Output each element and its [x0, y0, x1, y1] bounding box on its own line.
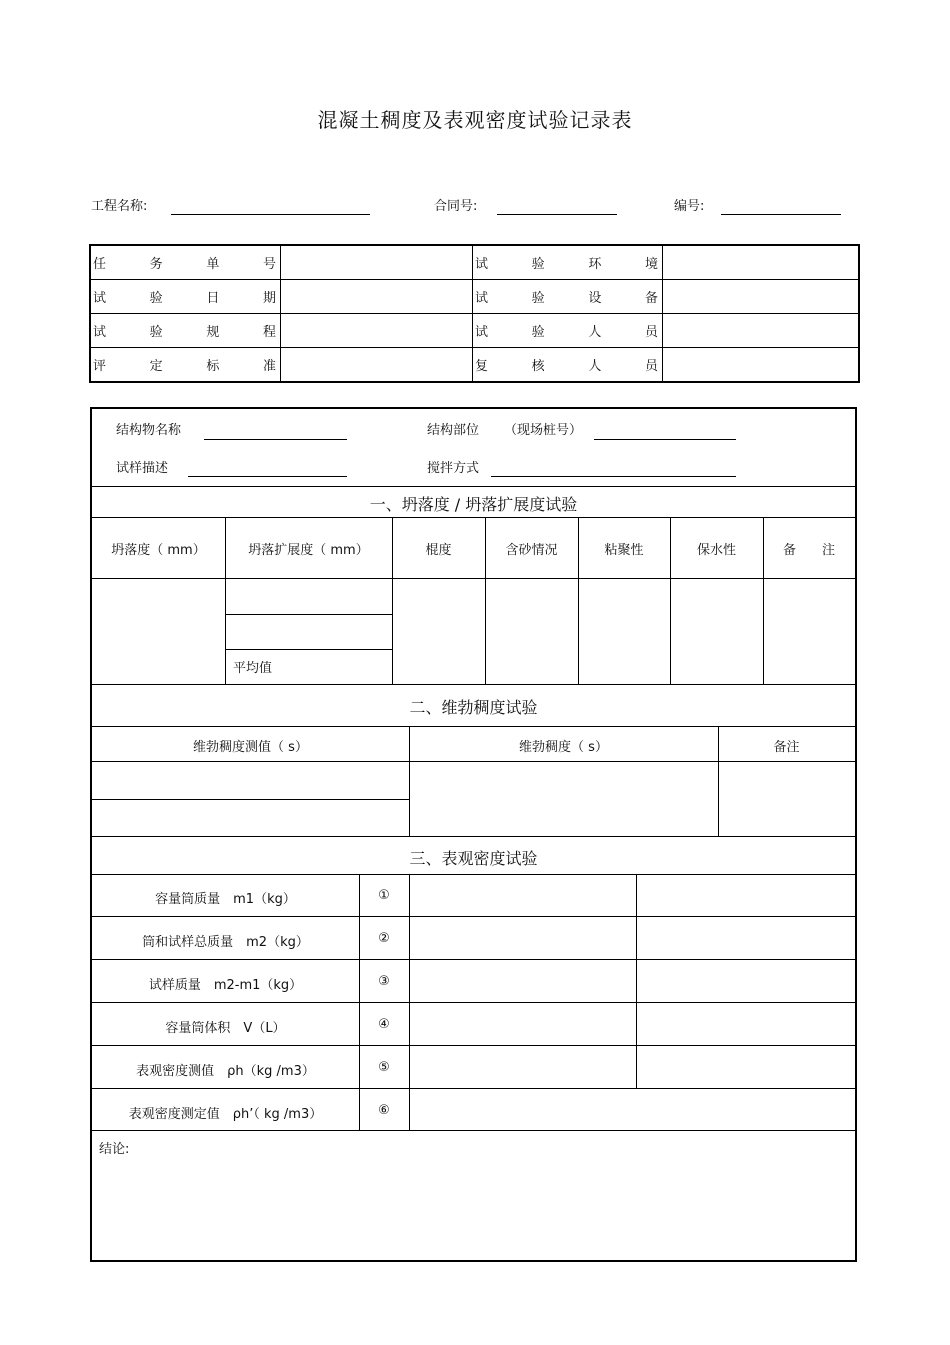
project-name-field[interactable] — [171, 196, 370, 215]
label-char: 单 — [206, 257, 220, 272]
label-char: 日 — [206, 291, 220, 306]
info-value-cell[interactable] — [663, 314, 860, 348]
col-vebe-measured: 维勃稠度测值（ s） — [193, 740, 308, 755]
divider — [225, 649, 392, 650]
label-char: 验 — [531, 291, 545, 306]
right-label-cell — [473, 314, 663, 348]
divider — [92, 1130, 855, 1131]
average-label: 平均值 — [233, 661, 273, 676]
contract-no-label: 合同号: — [434, 199, 478, 214]
density-row-label: 容量筒体积 V（L） — [165, 1021, 286, 1036]
pile-no-label: （现场桩号） — [504, 423, 583, 438]
label-char: 人 — [588, 359, 602, 374]
structure-part-field[interactable] — [594, 425, 736, 440]
label-char: 试 — [93, 325, 107, 340]
left-label — [91, 253, 280, 272]
label-char: 定 — [149, 359, 163, 374]
label-char: 复 — [475, 359, 489, 374]
info-row — [90, 280, 859, 314]
density-row-num: ⑥ — [378, 1103, 390, 1118]
left-label-cell — [90, 245, 281, 280]
label-char: 员 — [644, 325, 658, 340]
page-title: 混凝土稠度及表观密度试验记录表 — [317, 108, 633, 132]
contract-no-field[interactable] — [497, 196, 617, 215]
divider — [92, 761, 855, 762]
density-row-num: ③ — [378, 974, 390, 989]
structure-part-label: 结构部位 — [427, 423, 480, 438]
right-label-cell — [473, 245, 663, 280]
col-sand: 含砂情况 — [505, 543, 558, 558]
divider — [92, 578, 855, 579]
label-char: 备 — [644, 291, 658, 306]
info-row — [90, 245, 859, 280]
col-divider — [636, 874, 637, 1088]
label-char: 核 — [531, 359, 545, 374]
conclusion-label: 结论: — [99, 1142, 130, 1157]
label-char: 程 — [262, 325, 276, 340]
serial-no-field[interactable] — [721, 196, 841, 215]
info-row — [90, 314, 859, 348]
label-char: 验 — [531, 257, 545, 272]
label-char: 准 — [262, 359, 276, 374]
structure-name-label: 结构物名称 — [116, 423, 182, 438]
left-label-cell — [90, 280, 281, 314]
right-label-cell — [473, 280, 663, 314]
left-label — [91, 321, 280, 340]
left-label — [91, 355, 280, 374]
divider — [92, 1002, 855, 1003]
mixing-method-field[interactable] — [491, 462, 736, 477]
label-char: 试 — [93, 291, 107, 306]
label-char: 验 — [149, 325, 163, 340]
right-label — [473, 287, 662, 306]
density-row-label: 试样质量 m2-m1（kg） — [148, 978, 303, 993]
info-value-cell[interactable] — [663, 348, 860, 383]
density-row-label: 容量筒质量 m1（kg） — [155, 892, 296, 907]
structure-name-field[interactable] — [204, 425, 347, 440]
divider — [225, 614, 392, 615]
label-char: 人 — [588, 325, 602, 340]
label-char: 环 — [588, 257, 602, 272]
right-label-cell — [473, 348, 663, 383]
left-label — [91, 287, 280, 306]
density-row-label: 筒和试样总质量 m2（kg） — [142, 935, 309, 950]
label-char: 境 — [644, 257, 658, 272]
label-char: 验 — [149, 291, 163, 306]
test-record-form — [90, 407, 857, 1262]
col-vebe-remarks: 备注 — [773, 740, 800, 755]
mixing-method-label: 搅拌方式 — [427, 461, 480, 476]
info-value-cell[interactable] — [281, 314, 473, 348]
density-row-num: ④ — [378, 1017, 390, 1032]
conclusion-field[interactable] — [99, 1159, 848, 1254]
divider — [92, 486, 855, 487]
divider — [92, 916, 855, 917]
info-table — [89, 244, 860, 383]
info-row — [90, 348, 859, 383]
label-char: 员 — [644, 359, 658, 374]
label-char: 验 — [531, 325, 545, 340]
left-label-cell — [90, 348, 281, 383]
section3-title: 三、表观密度试验 — [409, 849, 538, 868]
col-rod: 棍度 — [425, 543, 452, 558]
divider — [92, 517, 855, 518]
project-name-label: 工程名称: — [91, 199, 148, 214]
label-char: 务 — [149, 257, 163, 272]
right-label — [473, 253, 662, 272]
col-vebe: 维勃稠度（ s） — [519, 740, 608, 755]
sample-desc-label: 试样描述 — [116, 461, 169, 476]
divider — [92, 1088, 855, 1089]
left-label-cell — [90, 314, 281, 348]
density-row-num: ⑤ — [378, 1060, 390, 1075]
label-char: 评 — [93, 359, 107, 374]
density-row-num: ① — [378, 888, 390, 903]
info-value-cell[interactable] — [281, 245, 473, 280]
section2-title: 二、维勃稠度试验 — [409, 698, 538, 717]
divider — [92, 874, 855, 875]
col-spread: 坍落扩展度（ mm） — [248, 543, 369, 558]
divider — [92, 836, 855, 837]
info-value-cell[interactable] — [663, 280, 860, 314]
section1-title: 一、坍落度 / 坍落扩展度试验 — [369, 495, 578, 514]
label-char: 规 — [206, 325, 220, 340]
density-row-label: 表观密度测值 ρh（kg /m3） — [136, 1064, 315, 1079]
divider — [92, 684, 855, 685]
label-char: 试 — [475, 325, 489, 340]
label-char: 任 — [93, 257, 107, 272]
divider — [92, 959, 855, 960]
right-label — [473, 355, 662, 374]
label-char: 试 — [475, 257, 489, 272]
label-char: 号 — [262, 257, 276, 272]
col-slump: 坍落度（ mm） — [111, 543, 206, 558]
density-row-label: 表观密度测定值 ρh’（ kg /m3） — [128, 1107, 323, 1122]
divider — [92, 726, 855, 727]
sample-desc-field[interactable] — [188, 462, 347, 477]
density-row-num: ② — [378, 931, 390, 946]
divider — [92, 799, 409, 800]
label-char: 试 — [475, 291, 489, 306]
info-value-cell[interactable] — [281, 348, 473, 383]
label-char: 设 — [588, 291, 602, 306]
right-label — [473, 321, 662, 340]
label-char: 期 — [262, 291, 276, 306]
serial-no-label: 编号: — [674, 199, 705, 214]
label-char: 标 — [206, 359, 220, 374]
col-water-retention: 保水性 — [696, 543, 736, 558]
info-value-cell[interactable] — [281, 280, 473, 314]
divider — [92, 1045, 855, 1046]
col-remarks: 备 注 — [782, 543, 835, 558]
col-cohesion: 粘聚性 — [604, 543, 644, 558]
info-value-cell[interactable] — [663, 245, 860, 280]
